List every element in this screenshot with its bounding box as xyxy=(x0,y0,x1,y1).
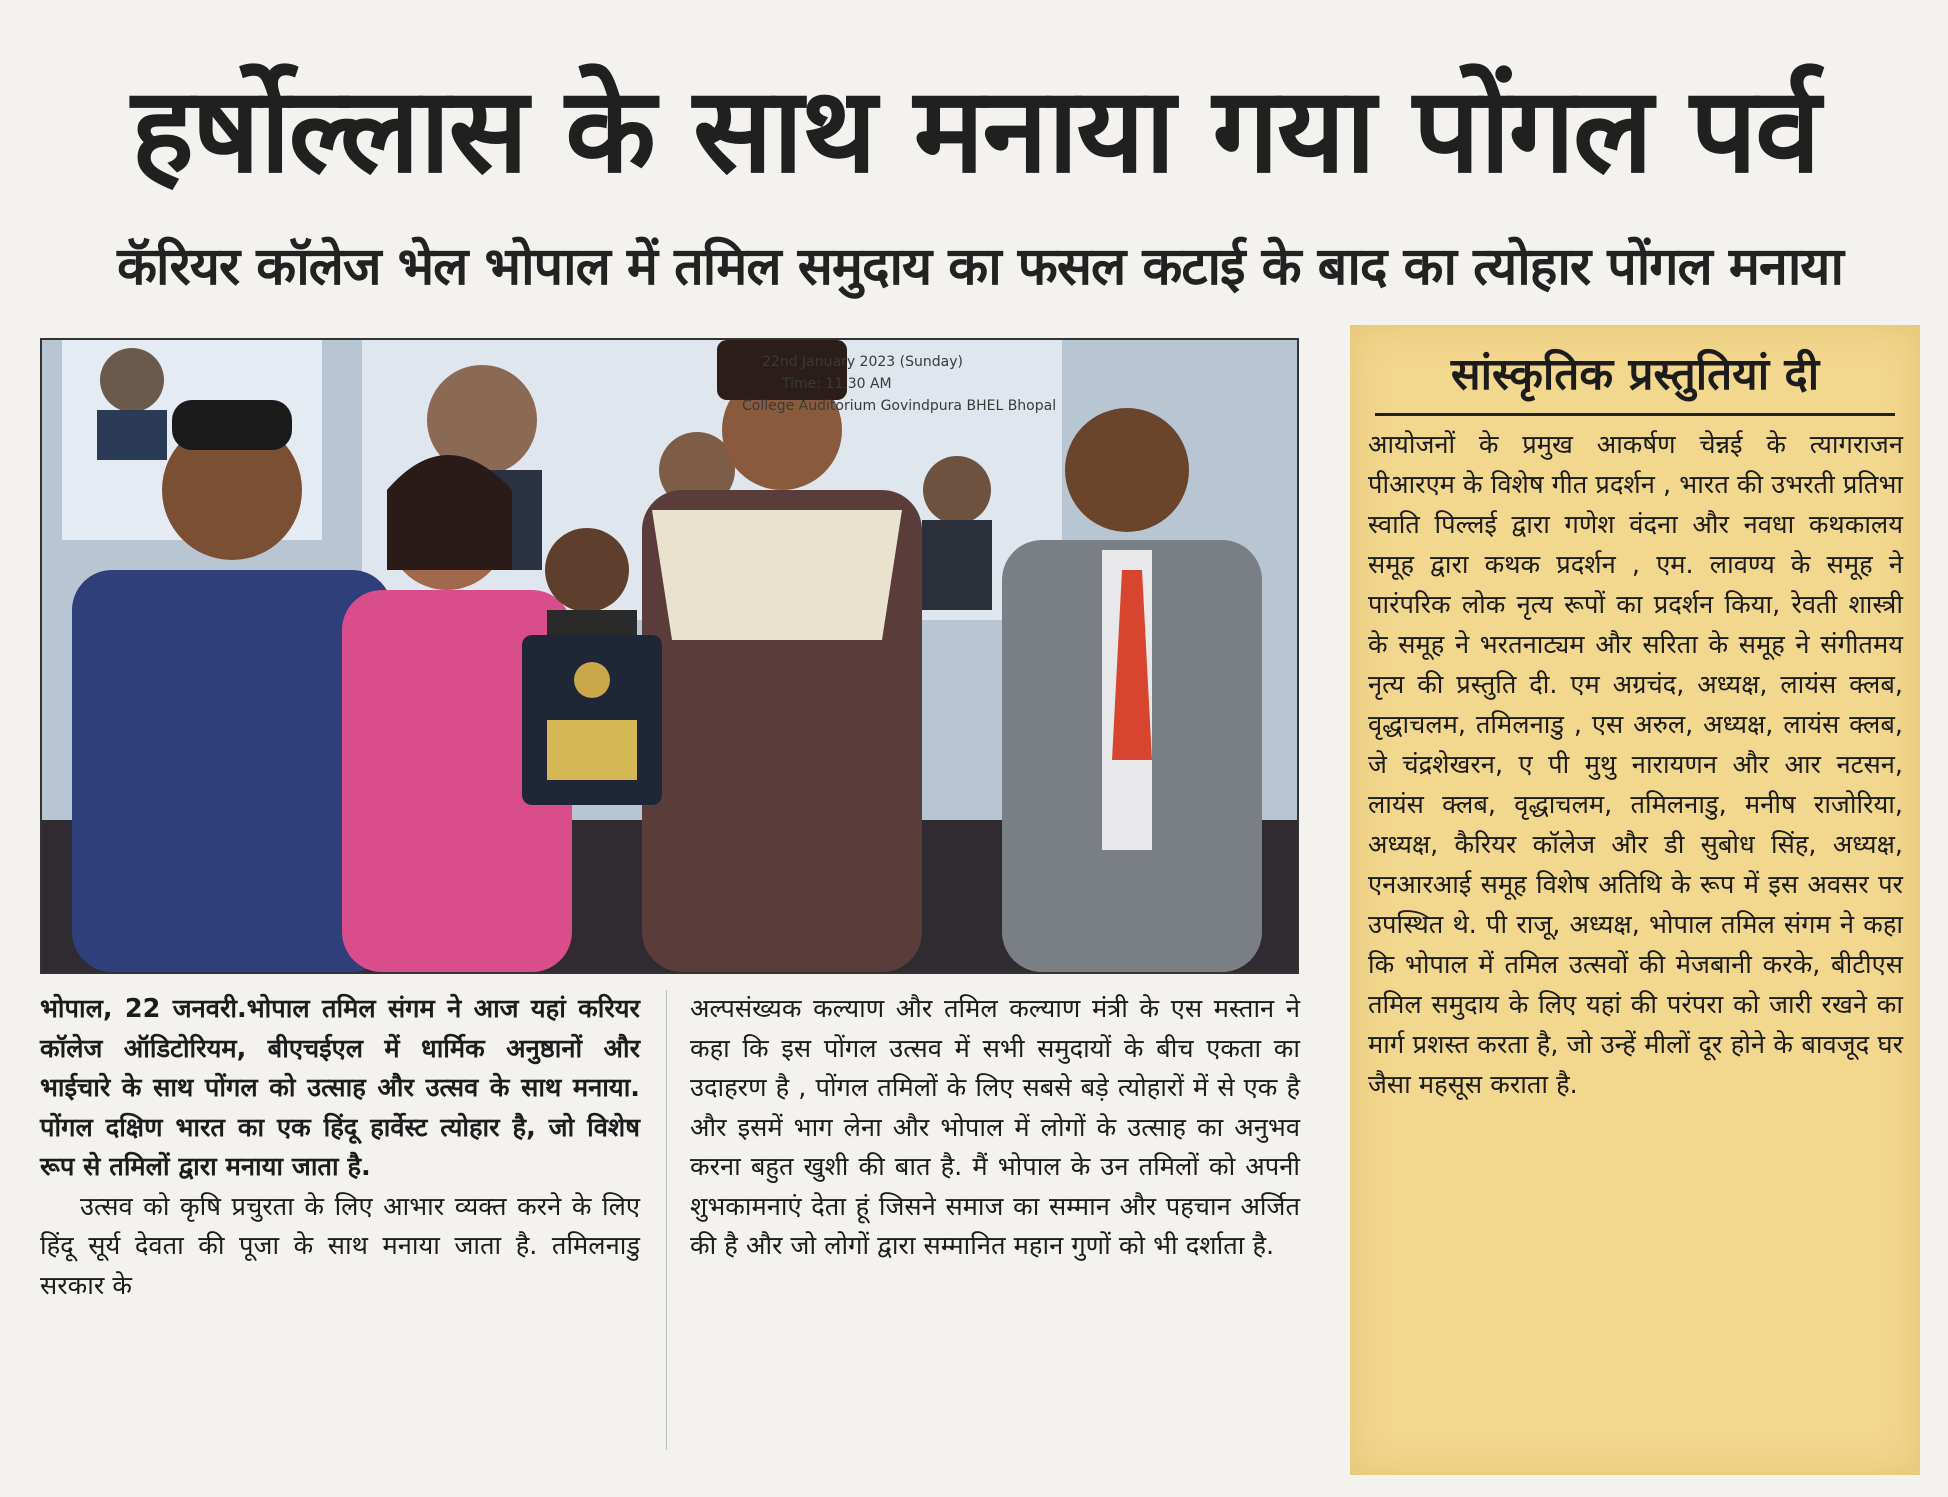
headline: हर्षोल्लास के साथ मनाया गया पोंगल पर्व xyxy=(131,61,1819,199)
sidebar-box xyxy=(1350,325,1920,1475)
banner-time: Time: 11.30 AM xyxy=(782,376,892,392)
article-column-2: अल्पसंख्यक कल्याण और तमिल कल्याण मंत्री के एस मस्तान ने कहा कि इस पोंगल उत्सव में सभी समुदायों के बीच एकता का उदाहरण है , पोंगल तमिलों के लिए सबसे बड़े त्योहारों में से एक है और इसमें भाग लेना और भोपाल में लोगों के उत्साह का अनुभव करना बहुत खुशी की बात है. मैं भोपाल के उन तमिलों को अपनी शुभकामनाएं देता हूं जिसने समाज का सम्मान और पहचान अर्जित की है और जो लोगों द्वारा सम्मानित महान गुणों को भी दर्शाता है. xyxy=(690,994,1300,1261)
article-paragraph-2: उत्सव को कृषि प्रचुरता के लिए आभार व्यक्त करने के लिए हिंदू सूर्य देवता की पूजा के साथ मनाया जाता है. तमिलनाडु सरकार के xyxy=(40,1191,640,1301)
sidebar-body: आयोजनों के प्रमुख आकर्षण चेन्नई के त्यागराजन पीआरएम के विशेष गीत प्रदर्शन , भारत की उभरती प्रतिभा स्वाति पिल्लई द्वारा गणेश वंदना और नवधा कथकालय समूह द्वारा कथक प्रदर्शन , एम. लावण्य के समूह ने पारंपरिक लोक नृत्य रूपों का प्रदर्शन किया, रेवती शास्त्री के समूह ने भरतनाट्यम और सरिता के समूह ने संगीतमय नृत्य की प्रस्तुति दी. एम अग्रचंद, अध्यक्ष, लायंस क्लब, वृद्धाचलम, तमिलनाडु , एस अरुल, अध्यक्ष, लायंस क्लब, जे चंद्रशेखरन, ए पी मुथु नारायणन और आर नटसन, लायंस क्लब, वृद्धाचलम, तमिलनाडु, मनीष राजोरिया, अध्यक्ष, कैरियर कॉलेज और डी सुबोध सिंह, अध्यक्ष, एनआरआई समूह विशेष अतिथि के रूप में इस अवसर पर उपस्थित थे. पी राजू, अध्यक्ष, भोपाल तमिल संगम ने कहा कि भोपाल में तमिल उत्सवों की मेजबानी करके, बीटीएस तमिल समुदाय के लिए यहां की परंपरा को जारी रखने का मार्ग प्रशस्त करता है, जो उन्हें मीलों दूर होने के बावजूद घर जैसा महसूस कराता है. xyxy=(1368,430,1903,1100)
sidebar-title: सांस्कृतिक प्रस्तुतियां दी xyxy=(1450,349,1820,400)
photo-illustration xyxy=(42,340,1297,972)
banner-venue: College Auditorium Govindpura BHEL Bhopal xyxy=(742,398,1057,414)
article-lead: भोपाल, 22 जनवरी.भोपाल तमिल संगम ने आज यहां करियर कॉलेज ऑडिटोरियम, बीएचईएल में धार्मिक अनुष्ठानों और भाईचारे के साथ पोंगल को उत्साह और उत्सव के साथ मनाया. पोंगल दक्षिण भारत का एक हिंदू हार्वेस्ट त्योहार है, जो विशेष रूप से तमिलों द्वारा मनाया जाता है. xyxy=(40,994,640,1182)
subheadline: कॅरियर कॉलेज भेल भोपाल में तमिल समुदाय का फसल कटाई के बाद का त्योहार पोंगल मनाया xyxy=(117,237,1843,297)
sidebar-divider xyxy=(1375,413,1895,416)
news-photo xyxy=(40,338,1299,974)
column-divider xyxy=(666,990,667,1450)
article-column-1 xyxy=(40,990,640,1460)
banner-date: 22nd January 2023 (Sunday) xyxy=(762,354,963,370)
